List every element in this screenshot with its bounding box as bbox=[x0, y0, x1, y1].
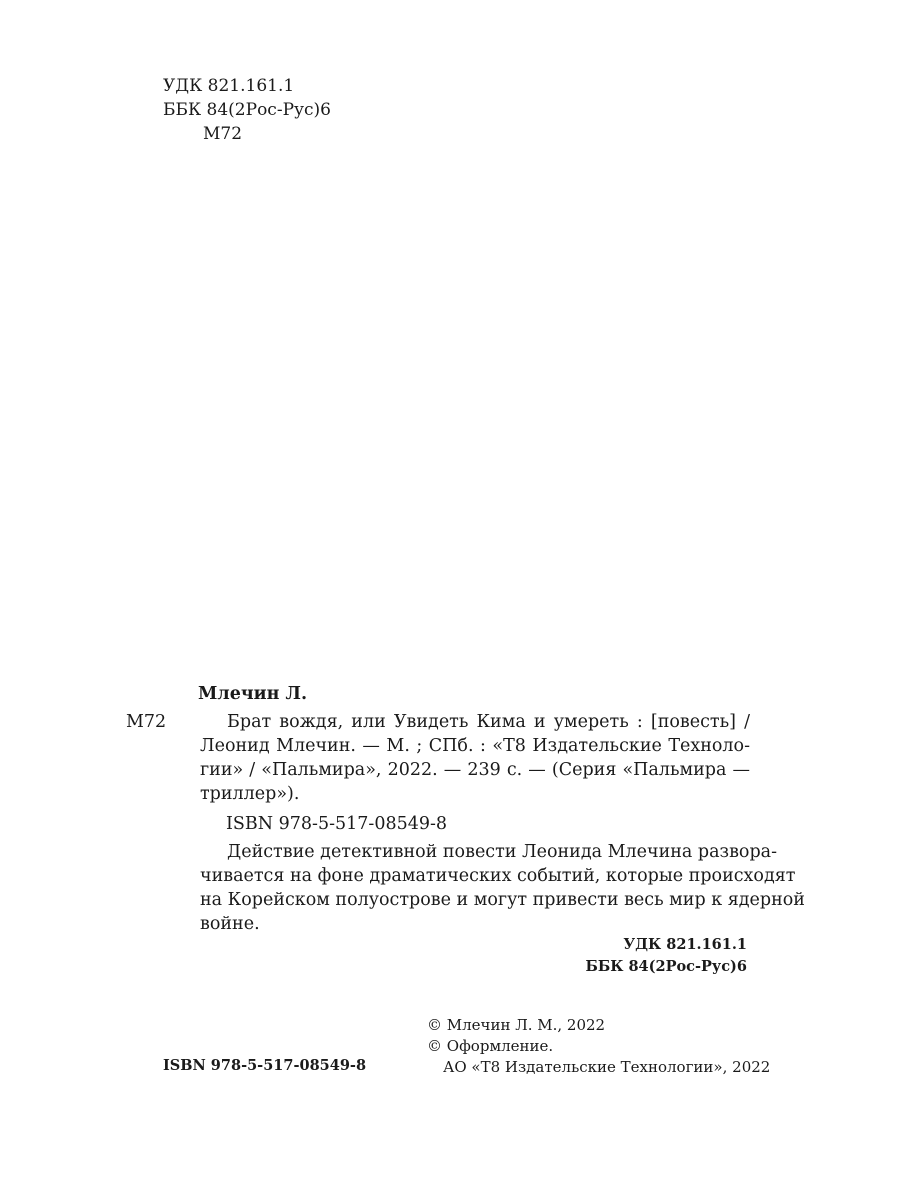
title-line: триллер»). bbox=[200, 784, 300, 804]
udk-code: УДК 821.161.1 bbox=[163, 76, 295, 96]
bottom-classification-codes bbox=[560, 934, 747, 978]
annotation-line: войне. bbox=[200, 914, 260, 934]
copyright-publisher: АО «Т8 Издательские Технологии», 2022 bbox=[443, 1058, 771, 1076]
annotation-line: чивается на фоне драматических событий, которые происходят bbox=[200, 866, 796, 886]
copyright-author: © Млечин Л. М., 2022 bbox=[427, 1016, 606, 1034]
annotation-line: Действие детективной повести Леонида Млечина развора- bbox=[227, 842, 778, 862]
top-classification-codes bbox=[163, 74, 331, 146]
title-line: Брат вождя, или Увидеть Кима и умереть : [повесть] / bbox=[227, 712, 750, 732]
bbk-code: ББК 84(2Рос-Рус)6 bbox=[585, 958, 747, 975]
title-line: Леонид Млечин. — М. ; СПб. : «Т8 Издательские Техноло- bbox=[200, 736, 750, 756]
copyright-block bbox=[427, 1015, 770, 1078]
card-annotation bbox=[163, 840, 805, 936]
bottom-isbn: ISBN 978-5-517-08549-8 bbox=[163, 1057, 367, 1074]
catalog-card bbox=[126, 682, 805, 936]
card-bibliographic-entry bbox=[126, 710, 750, 806]
card-author-mark: М72 bbox=[126, 712, 167, 732]
card-isbn: ISBN 978-5-517-08549-8 bbox=[226, 814, 448, 834]
author-mark: М72 bbox=[203, 124, 243, 144]
bbk-code: ББК 84(2Рос-Рус)6 bbox=[163, 100, 331, 120]
annotation-line: на Корейском полуострове и могут привести весь мир к ядерной bbox=[200, 890, 805, 910]
card-author: Млечин Л. bbox=[198, 684, 308, 704]
udk-code: УДК 821.161.1 bbox=[623, 936, 747, 953]
copyright-design: © Оформление. bbox=[427, 1037, 554, 1055]
title-line: гии» / «Пальмира», 2022. — 239 с. — (Серия «Пальмира — bbox=[200, 760, 750, 780]
